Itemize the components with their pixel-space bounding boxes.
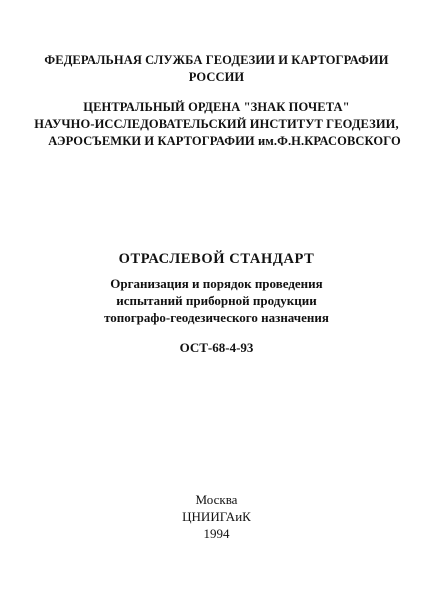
institute-name-line-3: АЭРОСЪЕМКИ И КАРТОГРАФИИ им.Ф.Н.КРАСОВСКОГО: [48, 134, 401, 148]
agency-name-line-2: РОССИИ: [188, 70, 245, 84]
agency-name-line-1: ФЕДЕРАЛЬНАЯ СЛУЖБА ГЕОДЕЗИИ И КАРТОГРАФИИ: [44, 53, 389, 67]
document-code: ОСТ-68-4-93: [179, 340, 254, 355]
document-title-line-1: Организация и порядок проведения: [110, 276, 323, 291]
imprint-city: Москва: [195, 492, 238, 507]
institute-name-line-2: НАУЧНО-ИССЛЕДОВАТЕЛЬСКИЙ ИНСТИТУТ ГЕОДЕЗИИ,: [34, 117, 399, 131]
document-title-line-2: испытаний приборной продукции: [116, 293, 317, 308]
imprint-publisher: ЦНИИГАиК: [182, 509, 251, 524]
document-title-line-3: топографо-геодезического назначения: [104, 310, 329, 325]
document-type: ОТРАСЛЕВОЙ СТАНДАРТ: [118, 251, 315, 267]
institute-name-line-1: ЦЕНТРАЛЬНЫЙ ОРДЕНА "ЗНАК ПОЧЕТА": [83, 100, 350, 114]
imprint-year: 1994: [203, 526, 230, 541]
